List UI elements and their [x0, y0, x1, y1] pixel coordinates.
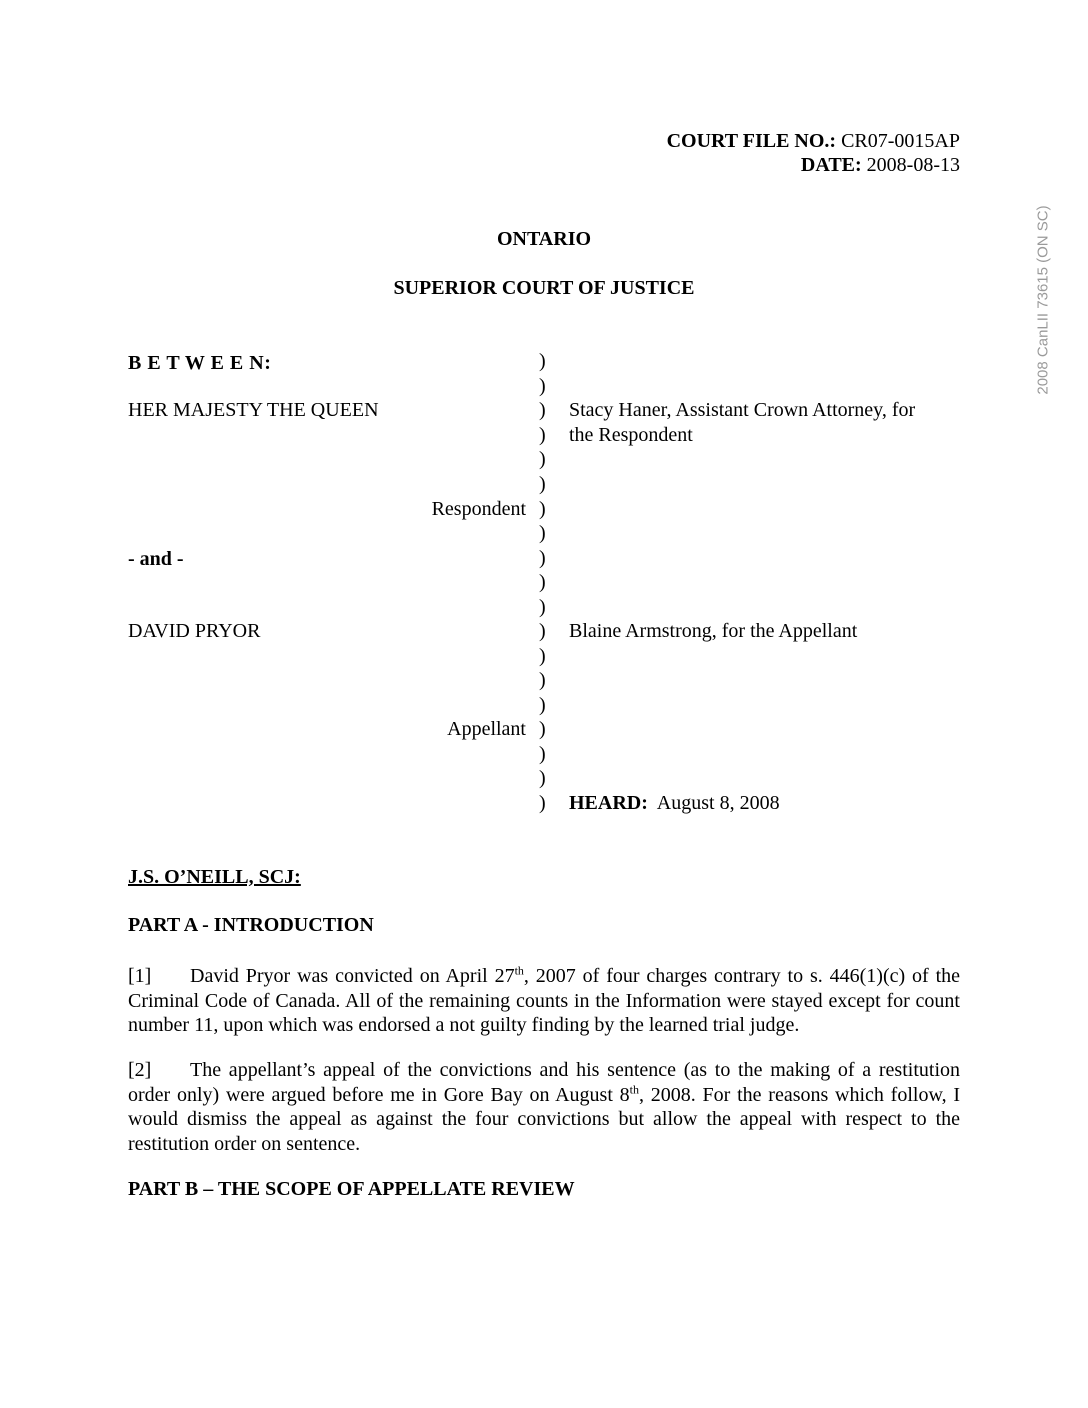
- heard-date: August 8, 2008: [656, 792, 780, 814]
- paragraph-text: , 2007 of four charges contrary to s. 446(1)(c) of the Criminal Code of Canada. All of the remaining counts in the Information were stayed except for count number 11, upon which was endorsed a not guilty finding by the learned trial judge.: [128, 965, 961, 1036]
- paragraph-number: [2]: [128, 1059, 152, 1081]
- party-crown: HER MAJESTY THE QUEEN: [128, 399, 379, 421]
- caption-paren: ): [539, 718, 546, 740]
- paragraph-text: David Pryor was convicted on April 27: [190, 965, 515, 987]
- paragraph-number: [1]: [128, 965, 152, 987]
- caption-paren: ): [539, 498, 546, 520]
- party-accused-role: Appellant: [447, 718, 526, 740]
- decision-date: [801, 154, 960, 177]
- crown-counsel-line2: the Respondent: [569, 424, 693, 446]
- caption-paren: ): [539, 375, 546, 397]
- caption-paren: ): [539, 596, 546, 618]
- caption-paren: ): [539, 399, 546, 421]
- caption-paren: ): [539, 694, 546, 716]
- heard-line: [569, 792, 780, 815]
- court-file-number-value: CR07-0015AP: [841, 130, 960, 152]
- caption-paren: ): [539, 792, 546, 814]
- crown-counsel-line1: Stacy Haner, Assistant Crown Attorney, for: [569, 399, 916, 421]
- paragraph-1: [128, 964, 960, 1038]
- part-b-heading: PART B – THE SCOPE OF APPELLATE REVIEW: [128, 1178, 575, 1200]
- court-heading: SUPERIOR COURT OF JUSTICE: [393, 277, 695, 299]
- and-separator: - and -: [128, 548, 184, 570]
- caption-paren: ): [539, 743, 546, 765]
- caption-paren: ): [539, 669, 546, 691]
- judge-name: J.S. O’NEILL, SCJ:: [128, 866, 301, 888]
- party-accused: DAVID PRYOR: [128, 620, 261, 642]
- court-file-number-label: COURT FILE NO.:: [666, 130, 837, 152]
- caption-paren: ): [539, 645, 546, 667]
- jurisdiction-heading: ONTARIO: [496, 228, 592, 250]
- caption-paren: ): [539, 473, 546, 495]
- party-crown-role: Respondent: [431, 498, 526, 520]
- caption-paren: ): [539, 571, 546, 593]
- caption-paren: ): [539, 350, 546, 372]
- caption-paren: ): [539, 767, 546, 789]
- paragraph-2: [128, 1058, 960, 1156]
- defence-counsel: Blaine Armstrong, for the Appellant: [569, 620, 858, 642]
- ordinal-suffix: th: [629, 1081, 640, 1096]
- canlii-watermark: 2008 CanLII 73615 (ON SC): [1034, 205, 1052, 395]
- decision-date-value: 2008-08-13: [866, 154, 960, 176]
- paragraph-text: , 2008. For the reasons which follow, I would dismiss the appeal as against the four convictions but allow the appeal with respect to the restitution order on sentence.: [128, 1083, 961, 1155]
- between-label: B E T W E E N:: [128, 352, 272, 374]
- paragraph-text: The appellant’s appeal of the convictions and his sentence (as to the making of a restitution order only) were argued before me in Gore Bay on August 8: [128, 1059, 960, 1106]
- ordinal-suffix: th: [514, 963, 524, 978]
- court-file-number: [667, 130, 960, 153]
- caption-paren: ): [539, 424, 546, 446]
- caption-paren: ): [539, 448, 546, 470]
- part-a-heading: PART A - INTRODUCTION: [128, 914, 374, 936]
- heard-label: HEARD:: [569, 792, 648, 814]
- caption-paren: ): [539, 522, 546, 544]
- caption-paren: ): [539, 547, 546, 569]
- caption-paren: ): [539, 620, 546, 642]
- decision-date-label: DATE:: [800, 154, 862, 176]
